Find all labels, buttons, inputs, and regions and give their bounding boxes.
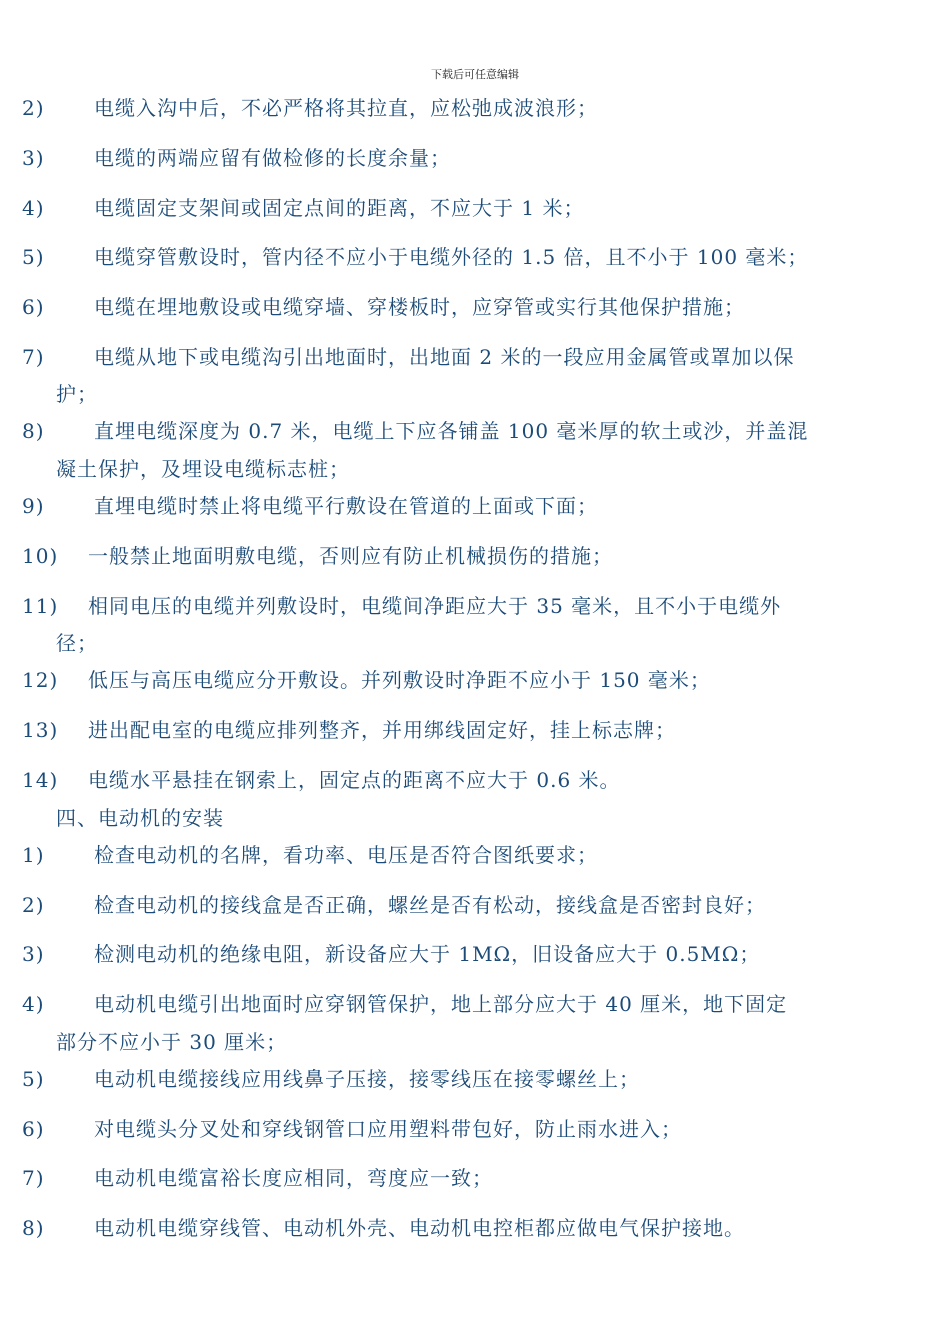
item-continuation: 径； — [56, 631, 98, 655]
item-text: 一般禁止地面明敷电缆，否则应有防止机械损伤的措施； — [88, 544, 613, 568]
item-number: 13) — [22, 718, 59, 742]
list-item — [22, 1162, 902, 1191]
list-item — [22, 889, 902, 918]
item-number: 6) — [22, 1117, 45, 1141]
item-text: 直埋电缆时禁止将电缆平行敷设在管道的上面或下面； — [94, 494, 598, 518]
list-item — [22, 590, 902, 619]
item-number: 10) — [22, 544, 59, 568]
item-number: 3) — [22, 942, 45, 966]
list-item — [22, 764, 902, 793]
item-number: 3) — [22, 146, 45, 170]
item-text: 电缆穿管敷设时，管内径不应小于电缆外径的 1.5 倍，且不小于 100 毫米； — [94, 245, 809, 269]
list-item — [22, 540, 902, 569]
item-text: 低压与高压电缆应分开敷设。并列敷设时净距不应小于 150 毫米； — [88, 668, 711, 692]
item-text: 电动机电缆穿线管、电动机外壳、电动机电控柜都应做电气保护接地。 — [94, 1216, 745, 1240]
list-item — [22, 1212, 902, 1241]
item-text: 对电缆头分叉处和穿线钢管口应用塑料带包好，防止雨水进入； — [94, 1117, 682, 1141]
item-number: 8) — [22, 419, 45, 443]
list-item — [22, 291, 902, 320]
item-continuation: 凝土保护，及埋设电缆标志桩； — [56, 457, 350, 481]
item-text: 检测电动机的绝缘电阻，新设备应大于 1MΩ，旧设备应大于 0.5MΩ； — [94, 942, 761, 966]
item-text: 进出配电室的电缆应排列整齐，并用绑线固定好，挂上标志牌； — [88, 718, 676, 742]
header-note: 下载后可任意编辑 — [431, 68, 519, 81]
item-text: 电动机电缆富裕长度应相同，弯度应一致； — [94, 1166, 493, 1190]
item-number: 6) — [22, 295, 45, 319]
item-text: 电缆的两端应留有做检修的长度余量； — [94, 146, 451, 170]
item-number: 5) — [22, 1067, 45, 1091]
item-text: 电动机电缆引出地面时应穿钢管保护，地上部分应大于 40 厘米，地下固定 — [94, 992, 788, 1016]
list-item — [22, 341, 902, 370]
item-number: 12) — [22, 668, 59, 692]
list-item — [22, 1063, 902, 1092]
list-item — [22, 490, 902, 519]
item-text: 电缆水平悬挂在钢索上，固定点的距离不应大于 0.6 米。 — [88, 768, 621, 792]
item-number: 14) — [22, 768, 59, 792]
item-continuation: 护； — [56, 382, 98, 406]
list-item — [22, 839, 902, 868]
list-item — [22, 142, 902, 171]
item-number: 8) — [22, 1216, 45, 1240]
item-text: 电缆从地下或电缆沟引出地面时，出地面 2 米的一段应用金属管或罩加以保 — [94, 345, 795, 369]
item-number: 2) — [22, 893, 45, 917]
list-item — [22, 241, 902, 270]
item-text: 检查电动机的名牌，看功率、电压是否符合图纸要求； — [94, 843, 598, 867]
item-text: 直埋电缆深度为 0.7 米，电缆上下应各铺盖 100 毫米厚的软土或沙，并盖混 — [94, 419, 809, 443]
item-text: 检查电动机的接线盒是否正确，螺丝是否有松动，接线盒是否密封良好； — [94, 893, 766, 917]
item-text: 电缆固定支架间或固定点间的距离，不应大于 1 米； — [94, 196, 585, 220]
item-number: 4) — [22, 196, 45, 220]
list-item — [22, 664, 902, 693]
item-number: 2) — [22, 96, 45, 120]
item-number: 7) — [22, 345, 45, 369]
item-number: 11) — [22, 594, 59, 618]
item-number: 9) — [22, 494, 45, 518]
list-item — [22, 714, 902, 743]
item-text: 电缆入沟中后，不必严格将其拉直，应松弛成波浪形； — [94, 96, 598, 120]
section-heading: 四、电动机的安装 — [56, 806, 224, 830]
item-number: 7) — [22, 1166, 45, 1190]
list-item — [22, 1113, 902, 1142]
list-item — [22, 988, 902, 1017]
list-item — [22, 92, 902, 121]
item-number: 4) — [22, 992, 45, 1016]
item-number: 1) — [22, 843, 45, 867]
list-item — [22, 192, 902, 221]
item-text: 电缆在埋地敷设或电缆穿墙、穿楼板时，应穿管或实行其他保护措施； — [94, 295, 745, 319]
item-continuation: 部分不应小于 30 厘米； — [56, 1030, 288, 1054]
item-text: 相同电压的电缆并列敷设时，电缆间净距应大于 35 毫米，且不小于电缆外 — [88, 594, 782, 618]
item-number: 5) — [22, 245, 45, 269]
item-text: 电动机电缆接线应用线鼻子压接，接零线压在接零螺丝上； — [94, 1067, 640, 1091]
list-item — [22, 415, 902, 444]
list-item — [22, 938, 902, 967]
